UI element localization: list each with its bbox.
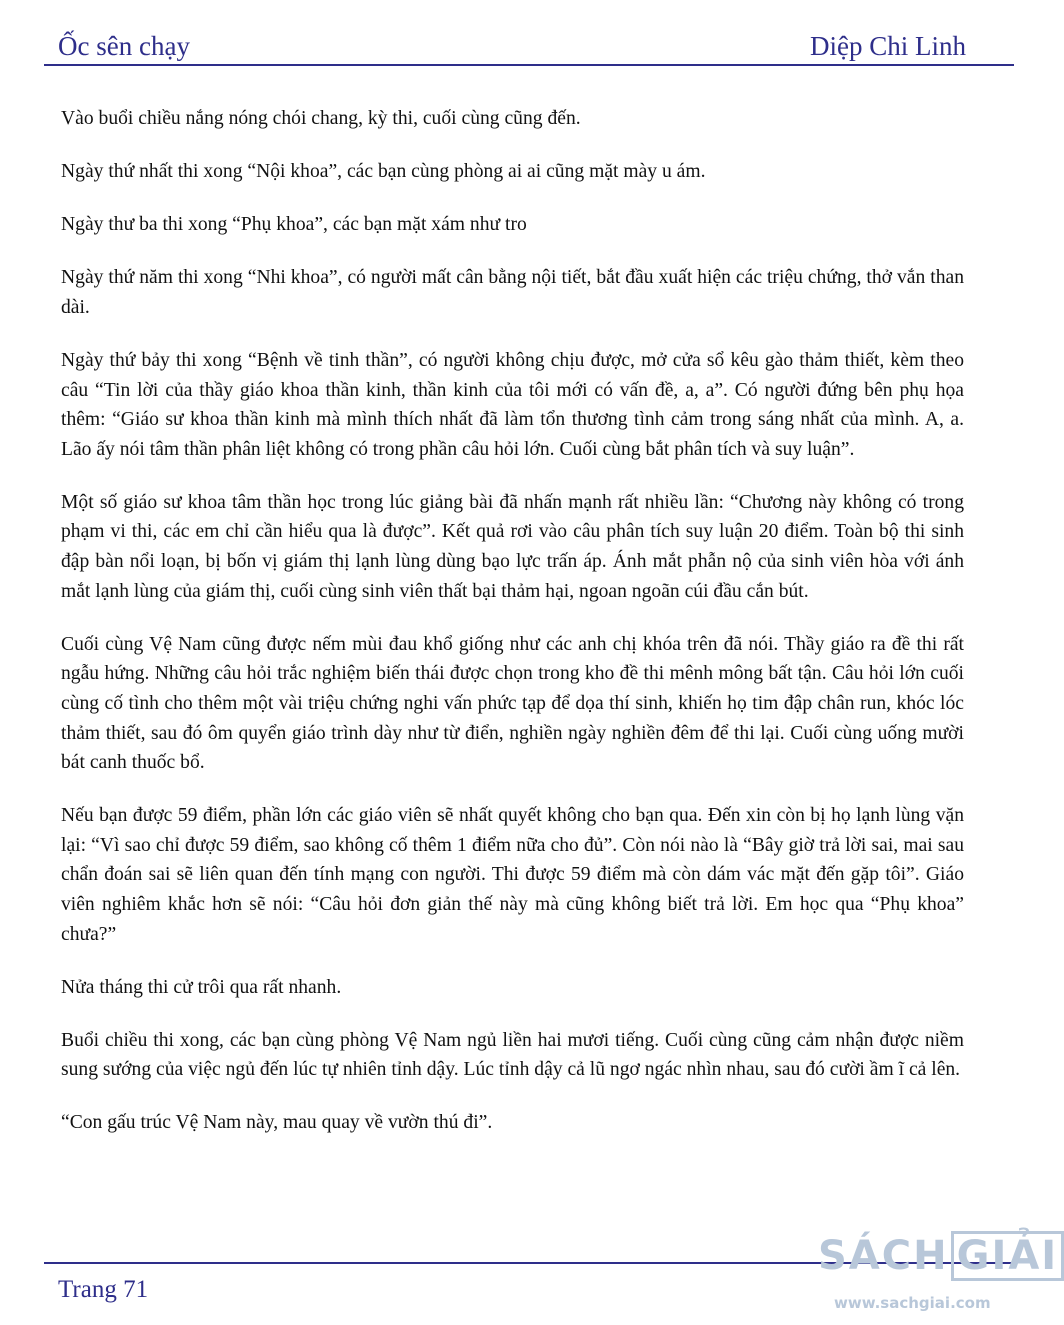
paragraph: Ngày thứ năm thi xong “Nhi khoa”, có người mất cân bằng nội tiết, bắt đầu xuất hiện các triệu chứng, thở vắn than dài. bbox=[61, 267, 964, 318]
watermark-logo bbox=[818, 1228, 1059, 1284]
paragraph: Vào buổi chiều nắng nóng chói chang, kỳ thi, cuối cùng cũng đến. bbox=[61, 108, 581, 129]
paragraph: Một số giáo sư khoa tâm thần học trong lúc giảng bài đã nhấn mạnh rất nhiều lần: “Chương này không có trong phạm vi thi, các em chỉ cần hiểu qua là được”. Kết quả rơi vào câu phân tích suy luận 20 điểm. Toàn bộ thi sinh đập bàn nổi loạn, bị bốn vị giám thị lạnh lùng dùng bạo lực trấn áp. Ánh mắt phẫn nộ của sinh viên hòa với ánh mắt lạnh lùng của giám thị, cuối cùng sinh viên thất bại thảm hại, ngoan ngoãn cúi đầu cắn bút. bbox=[61, 491, 964, 602]
paragraph: Ngày thư ba thi xong “Phụ khoa”, các bạn mặt xám như tro bbox=[61, 214, 527, 236]
paragraph: Nếu bạn được 59 điểm, phần lớn các giáo viên sẽ nhất quyết không cho bạn qua. Đến xin còn bị họ lạnh lùng vặn lại: “Vì sao chỉ được 59 điểm, sao không cố thêm 1 điểm nữa cho đủ”. Còn nói nào là “Bây giờ trả lời sai, mai sau chẩn đoán sai sẽ liên quan đến tính mạng con người. Thi được 59 điểm mà còn dám vác mặt đến gặp tôi”. Giáo viên nghiêm khắc hơn sẽ nói: “Câu hỏi đơn giản thế này mà cũng không biết trả lời. Em học qua “Phụ khoa” chưa?” bbox=[61, 805, 964, 945]
page-number: Trang 71 bbox=[58, 1276, 149, 1303]
watermark-logo-text: SÁCH bbox=[818, 1233, 949, 1279]
watermark-logo-box: GIẢI bbox=[951, 1231, 1064, 1281]
footer-divider bbox=[44, 1262, 1014, 1264]
paragraph: Ngày thứ bảy thi xong “Bệnh về tinh thần”, có người không chịu được, mở cửa sổ kêu gào thảm thiết, kèm theo câu “Tin lời của thầy giáo khoa thần kinh, thần kinh của tôi mới có vấn đề, a, a”. Có người đứng bên phụ họa thêm: “Giáo sư khoa thần kinh mà mình thích nhất đã làm tổn thương tình cảm trong sáng nhất của mình. A, a. Lão ấy nói tâm thần phân liệt không có trong phần câu hỏi lớn. Cuối cùng bắt phân tích và suy luận”. bbox=[61, 349, 964, 460]
paragraph: Nửa tháng thi cử trôi qua rất nhanh. bbox=[61, 976, 342, 998]
paragraph: Cuối cùng Vệ Nam cũng được nếm mùi đau khổ giống như các anh chị khóa trên đã nói. Thầy giáo ra đề thi rất ngẫu hứng. Những câu hỏi trắc nghiệm biến thái được chọn trong kho đề thi mênh mông bất tận. Câu hỏi lớn cuối cùng cố tình cho thêm một vài triệu chứng nghi vấn phức tạp để dọa thí sinh, khiến họ tim đập chân run, khóc lóc thảm thiết, sau đó ôm quyển giáo trình dày như từ điển, nghiền ngày nghiền đêm để thi lại. Cuối cùng uống mười bát canh thuốc bổ. bbox=[61, 633, 964, 774]
paragraph: Ngày thứ nhất thi xong “Nội khoa”, các bạn cùng phòng ai ai cũng mặt mày u ám. bbox=[61, 161, 706, 183]
author-name: Diệp Chi Linh bbox=[810, 31, 966, 61]
paragraph: Buổi chiều thi xong, các bạn cùng phòng Vệ Nam ngủ liền hai mươi tiếng. Cuối cùng cũng cảm nhận được niềm sung sướng của việc ngủ đến lúc tự nhiên tỉnh dậy. Lúc tỉnh dậy cả lũ ngơ ngác nhìn nhau, sau đó cười ầm ĩ cả lên. bbox=[61, 1029, 964, 1081]
page-body bbox=[61, 104, 964, 1162]
book-title: Ốc sên chạy bbox=[58, 31, 190, 61]
watermark bbox=[818, 1228, 1059, 1322]
page-header bbox=[58, 22, 966, 62]
paragraph: “Con gấu trúc Vệ Nam này, mau quay về vườn thú đi”. bbox=[61, 1112, 493, 1134]
header-divider bbox=[44, 64, 1014, 66]
watermark-url: www.sachgiai.com bbox=[834, 1294, 991, 1312]
